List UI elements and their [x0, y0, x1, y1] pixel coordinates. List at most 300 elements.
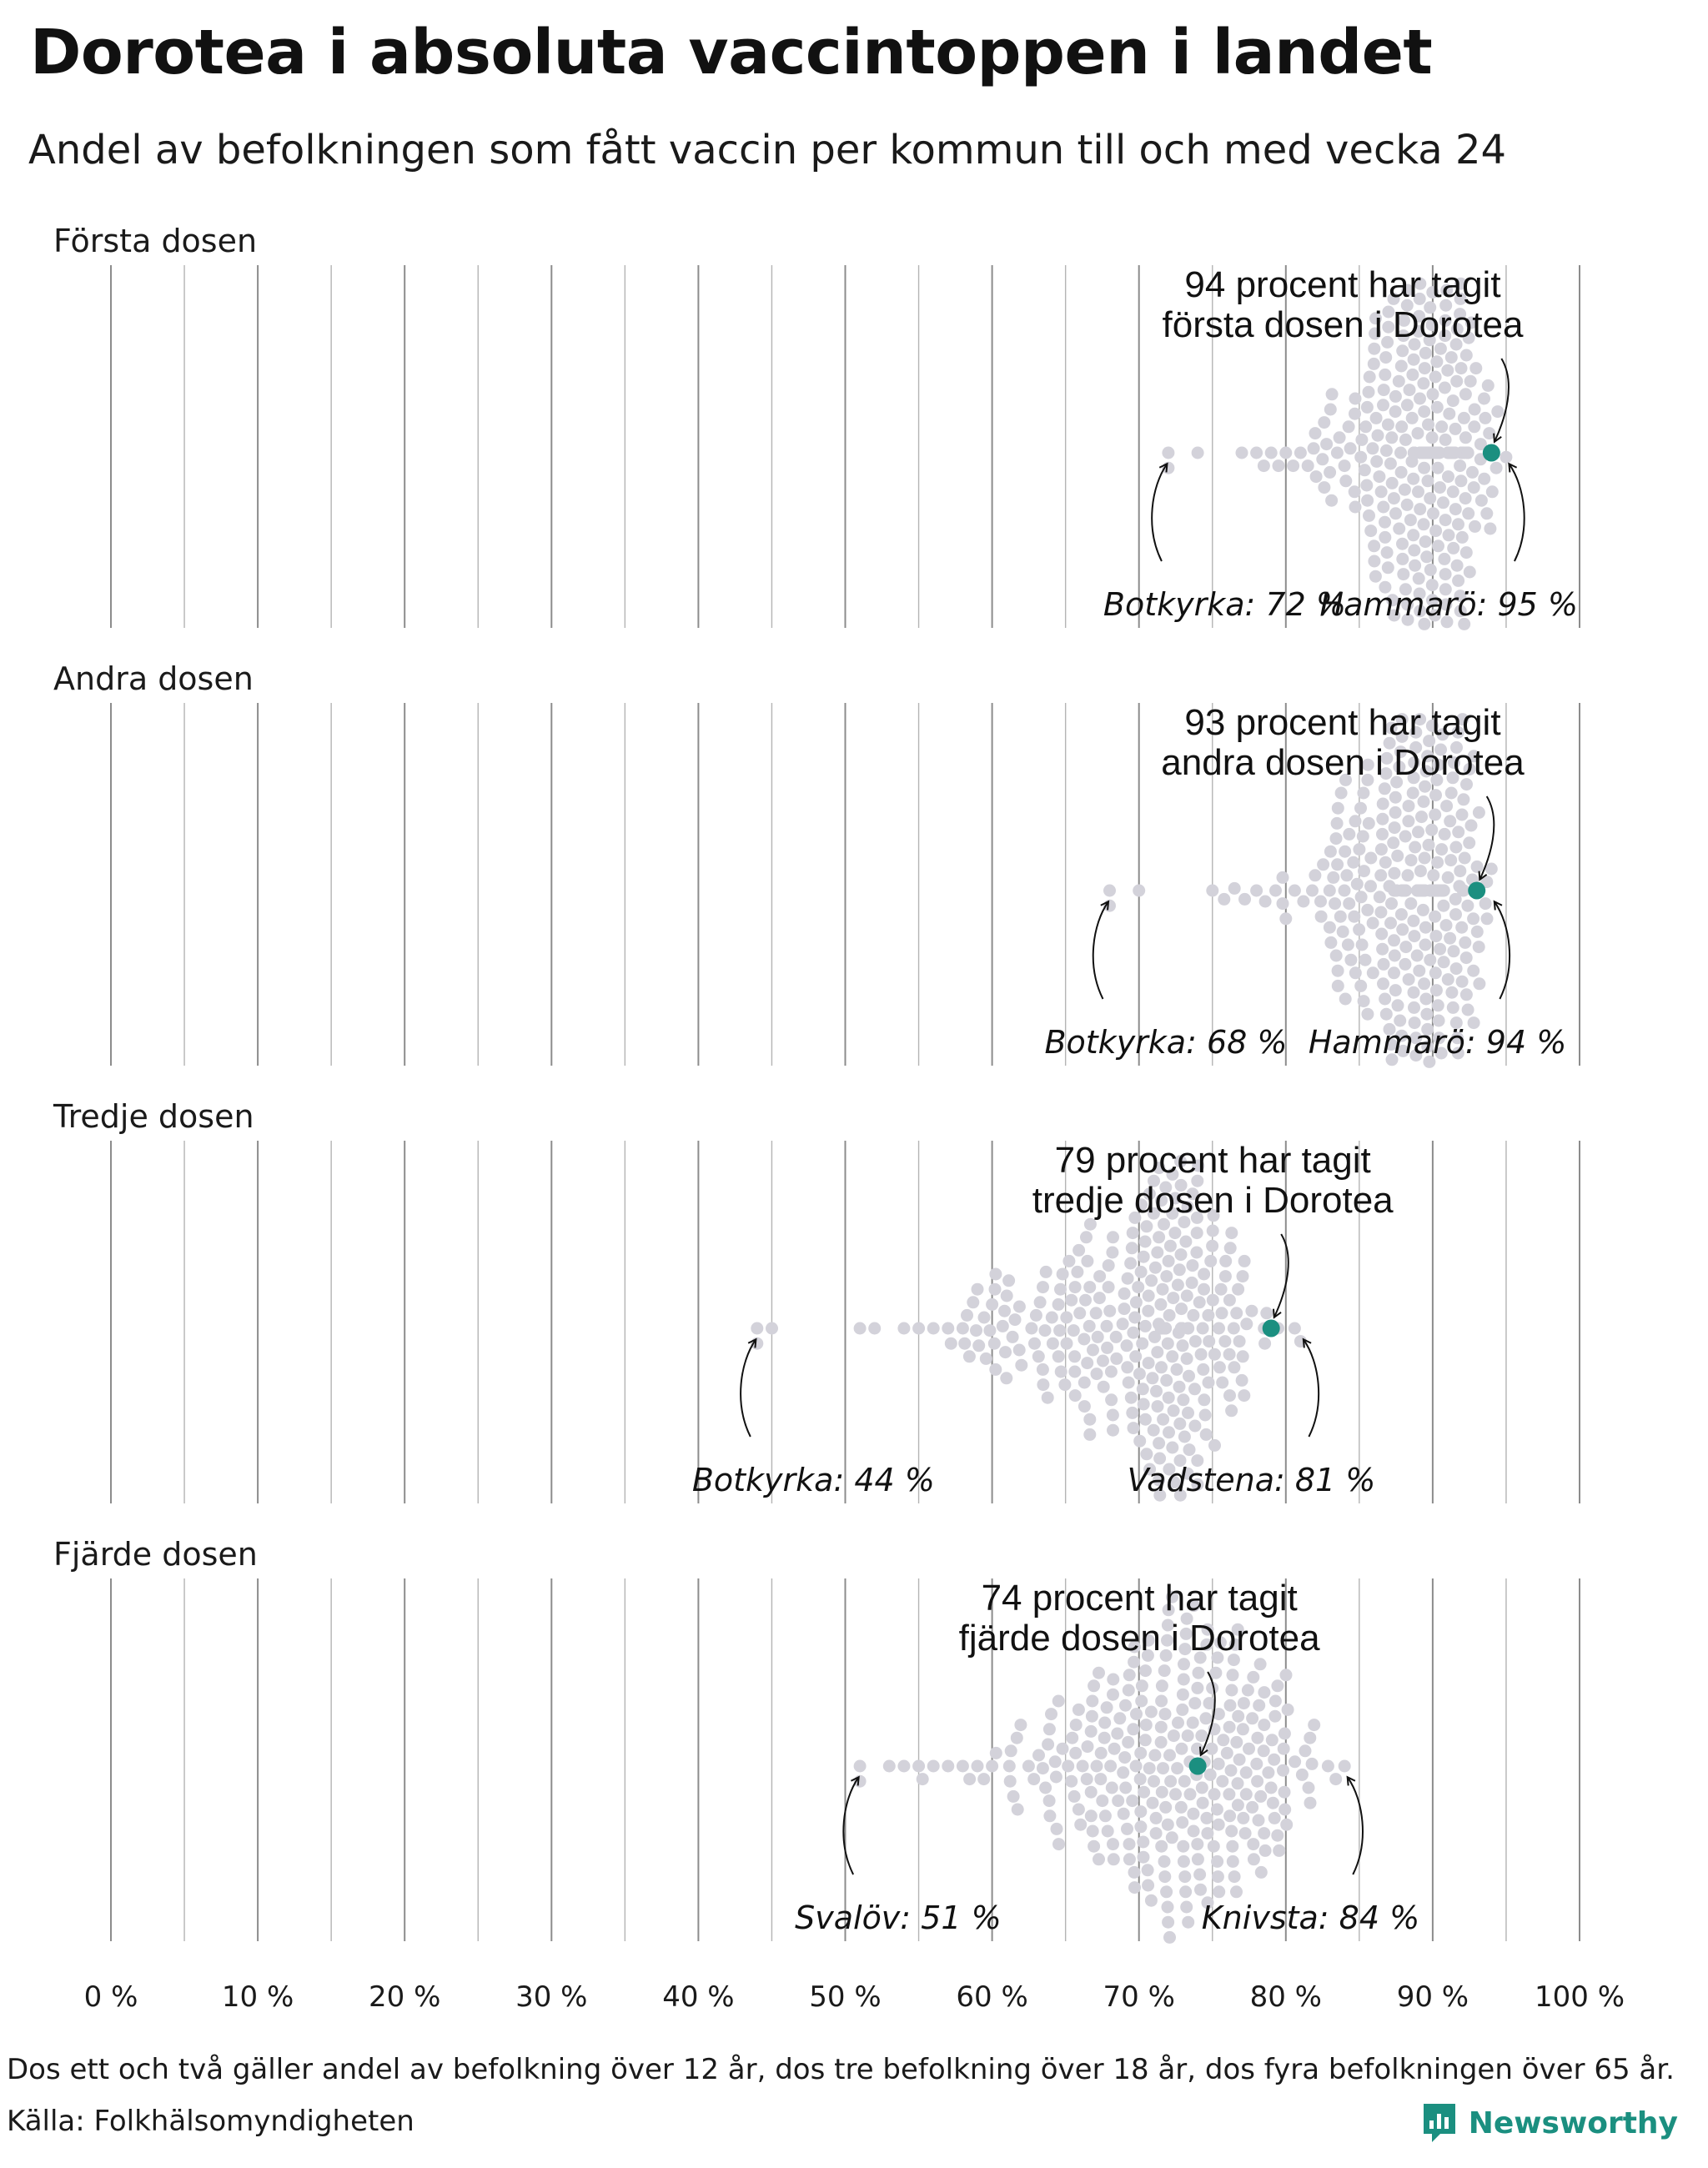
municipality-dot — [1238, 1255, 1251, 1267]
municipality-dot — [1112, 1794, 1124, 1807]
municipality-dot — [1424, 564, 1437, 576]
municipality-dot — [1097, 1355, 1109, 1368]
municipality-dot — [1329, 1773, 1342, 1785]
municipality-dot — [1406, 412, 1419, 424]
municipality-dot — [1344, 954, 1357, 966]
municipality-dot — [1183, 1370, 1195, 1383]
municipality-dot — [1055, 1366, 1068, 1378]
municipality-dot — [1098, 1717, 1111, 1729]
municipality-dot — [1395, 420, 1408, 433]
municipality-dot — [1149, 1262, 1162, 1274]
municipality-dot — [1093, 1667, 1105, 1679]
municipality-dot — [1081, 1255, 1093, 1267]
municipality-dot — [1480, 507, 1493, 519]
municipality-dot — [1460, 349, 1473, 362]
municipality-dot — [1138, 1251, 1150, 1263]
municipality-dot — [999, 1346, 1012, 1358]
municipality-dot — [917, 1773, 929, 1785]
municipality-dot — [1327, 871, 1339, 884]
municipality-dot — [1429, 911, 1441, 923]
municipality-dot — [1123, 1669, 1136, 1681]
municipality-dot — [1058, 1378, 1071, 1391]
panel-label: Fjärde dosen — [53, 1536, 258, 1573]
municipality-dot — [1469, 404, 1481, 416]
municipality-dot — [1399, 831, 1412, 843]
municipality-dot — [1389, 821, 1401, 834]
municipality-dot — [1429, 371, 1442, 384]
municipality-dot — [1389, 791, 1402, 804]
municipality-dot — [1173, 1418, 1186, 1430]
municipality-dot — [1178, 1855, 1190, 1868]
municipality-dot — [1361, 401, 1374, 414]
municipality-dot — [1462, 507, 1474, 519]
municipality-dot — [1364, 852, 1377, 865]
municipality-dot — [1163, 1931, 1176, 1944]
municipality-dot — [1126, 1794, 1138, 1807]
municipality-dot — [1178, 1658, 1190, 1670]
municipality-dot — [1188, 1825, 1200, 1838]
municipality-dot — [927, 1760, 940, 1773]
municipality-dot — [1225, 1825, 1238, 1838]
municipality-dot — [1432, 462, 1444, 474]
municipality-dot — [1206, 885, 1218, 897]
municipality-dot — [1000, 1372, 1012, 1384]
municipality-dot — [1358, 865, 1370, 877]
municipality-dot — [1468, 481, 1480, 494]
municipality-dot — [1435, 420, 1448, 433]
municipality-dot — [1500, 451, 1512, 464]
municipality-dot — [1237, 1350, 1249, 1363]
panel-1 — [53, 223, 1578, 630]
municipality-dot — [1248, 1853, 1260, 1865]
municipality-dot — [1334, 911, 1347, 923]
municipality-dot — [1271, 1829, 1284, 1842]
municipality-dot — [1182, 1322, 1194, 1335]
municipality-dot — [1361, 1008, 1374, 1021]
municipality-dot — [1414, 503, 1426, 515]
municipality-dot — [1324, 936, 1337, 949]
municipality-dot — [1094, 1773, 1107, 1785]
municipality-dot — [1318, 481, 1330, 494]
municipality-dot — [1442, 470, 1454, 483]
municipality-dot — [1088, 1840, 1100, 1853]
municipality-dot — [1401, 499, 1414, 511]
municipality-dot — [1258, 1719, 1270, 1731]
municipality-dot — [1157, 1283, 1169, 1296]
municipality-dot — [1140, 1448, 1153, 1460]
x-axis — [84, 1980, 1625, 2014]
municipality-dot — [1434, 943, 1446, 956]
municipality-dot — [1408, 354, 1420, 366]
municipality-dot — [1201, 1827, 1213, 1839]
municipality-dot — [1101, 1320, 1113, 1332]
municipality-dot — [927, 1322, 940, 1335]
municipality-dot — [1245, 1305, 1258, 1317]
municipality-dot — [1299, 1744, 1312, 1757]
municipality-dot — [1432, 539, 1444, 552]
municipality-dot — [1357, 831, 1369, 843]
municipality-dot — [1187, 1309, 1199, 1322]
municipality-dot — [1404, 897, 1417, 910]
municipality-dot — [1001, 1290, 1013, 1302]
municipality-dot — [1158, 1664, 1171, 1677]
municipality-dot — [1448, 945, 1460, 957]
municipality-dot — [1320, 438, 1333, 450]
municipality-dot — [1414, 865, 1427, 877]
municipality-dot — [1269, 1695, 1282, 1708]
municipality-dot — [1223, 1348, 1236, 1361]
municipality-dot — [1057, 1268, 1069, 1281]
municipality-dot — [1164, 1240, 1177, 1252]
municipality-dot — [1322, 1760, 1334, 1773]
municipality-dot — [1357, 787, 1369, 800]
municipality-dot — [1246, 1712, 1258, 1724]
municipality-dot — [1176, 1816, 1188, 1829]
municipality-dot — [1178, 1674, 1190, 1686]
municipality-dot — [1449, 841, 1462, 854]
municipality-dot — [1442, 871, 1454, 884]
municipality-dot — [1187, 1808, 1199, 1820]
brand-name: Newsworthy — [1468, 2105, 1678, 2140]
municipality-dot — [1230, 1885, 1243, 1898]
municipality-dot — [1403, 973, 1415, 986]
municipality-dot — [1408, 1001, 1420, 1014]
municipality-dot — [1316, 453, 1329, 465]
municipality-dot — [1130, 1708, 1143, 1720]
municipality-dot — [1377, 501, 1389, 514]
municipality-dot — [1150, 1827, 1163, 1839]
municipality-dot — [1379, 351, 1392, 364]
municipality-dot — [897, 1322, 910, 1335]
municipality-dot — [1330, 832, 1343, 845]
municipality-dot — [1334, 431, 1346, 444]
municipality-dot — [1491, 405, 1504, 418]
municipality-dot — [1478, 473, 1490, 485]
municipality-dot — [1074, 1819, 1087, 1831]
municipality-dot — [1193, 1296, 1206, 1308]
municipality-dot — [1414, 393, 1426, 405]
municipality-dot — [1143, 1290, 1155, 1302]
municipality-dot — [1412, 485, 1424, 498]
min-label: Botkyrka: 44 % — [691, 1462, 935, 1498]
municipality-dot — [1315, 911, 1328, 923]
x-tick-label: 100 % — [1534, 1980, 1625, 2014]
municipality-dot — [1204, 1769, 1217, 1781]
municipality-dot — [1348, 911, 1360, 923]
municipality-dot — [1412, 427, 1424, 439]
municipality-dot — [1042, 1739, 1054, 1751]
municipality-dot — [1199, 1409, 1212, 1422]
municipality-dot — [1168, 1404, 1180, 1417]
municipality-dot — [1326, 388, 1339, 400]
municipality-dot — [1455, 362, 1468, 374]
municipality-dot — [1073, 1307, 1086, 1319]
municipality-dot — [1418, 462, 1430, 474]
municipality-dot — [1251, 1732, 1263, 1744]
municipality-dot — [1462, 1004, 1474, 1016]
municipality-dot — [1043, 1723, 1056, 1735]
municipality-dot — [1045, 1708, 1057, 1720]
municipality-dot — [1447, 542, 1459, 555]
municipality-dot — [1009, 1313, 1022, 1326]
municipality-dot — [1088, 1679, 1100, 1692]
municipality-dot — [1379, 516, 1391, 529]
municipality-dot — [1182, 1729, 1194, 1742]
municipality-dot — [1250, 447, 1263, 459]
x-tick-label: 30 % — [515, 1980, 588, 2014]
municipality-dot — [1004, 1775, 1017, 1788]
municipality-dot — [1219, 1255, 1232, 1267]
municipality-dot — [1279, 912, 1292, 925]
max-label: Vadstena: 81 % — [1127, 1462, 1376, 1498]
municipality-dot — [1375, 928, 1388, 941]
municipality-dot — [1178, 1870, 1191, 1883]
municipality-dot — [1219, 1270, 1232, 1282]
municipality-dot — [1358, 995, 1370, 1007]
municipality-dot — [1449, 908, 1462, 921]
municipality-dot — [1052, 1350, 1065, 1363]
municipality-dot — [1382, 419, 1394, 431]
municipality-dot — [1449, 503, 1462, 515]
municipality-dot — [1118, 1751, 1131, 1764]
municipality-dot — [1133, 885, 1145, 897]
municipality-dot — [1054, 1283, 1067, 1296]
municipality-dot — [1073, 1804, 1085, 1816]
municipality-dot — [1104, 1760, 1117, 1773]
municipality-dot — [1028, 1337, 1041, 1350]
municipality-dot — [1471, 926, 1484, 938]
municipality-dot — [1223, 1788, 1235, 1800]
municipality-dot — [970, 1324, 982, 1337]
municipality-dot — [1258, 1744, 1270, 1757]
municipality-dot — [1473, 806, 1485, 819]
municipality-dot — [1236, 447, 1248, 459]
municipality-dot — [1085, 1725, 1098, 1738]
municipality-dot — [1429, 809, 1441, 821]
municipality-dot — [1136, 1679, 1148, 1692]
municipality-dot — [1310, 470, 1323, 483]
municipality-dot — [1253, 1699, 1265, 1712]
municipality-dot — [1391, 850, 1404, 862]
municipality-dot — [1160, 1270, 1173, 1282]
municipality-dot — [1068, 1350, 1081, 1363]
municipality-dot — [1419, 993, 1432, 1006]
municipality-dot — [1163, 1749, 1176, 1762]
municipality-dot — [1452, 826, 1464, 838]
municipality-dot — [1101, 1701, 1113, 1714]
highlight-label-line: första dosen i Dorotea — [1162, 304, 1524, 345]
municipality-dot — [1155, 1840, 1168, 1853]
municipality-dot — [1384, 458, 1397, 470]
municipality-dot — [1150, 1812, 1163, 1824]
municipality-dot — [1456, 976, 1469, 988]
municipality-dot — [1258, 1337, 1271, 1350]
municipality-dot — [1126, 1407, 1138, 1419]
municipality-dot — [1359, 420, 1372, 433]
municipality-dot — [1437, 496, 1449, 509]
municipality-dot — [1015, 1359, 1027, 1372]
municipality-dot — [1408, 545, 1420, 557]
municipality-dot — [1296, 1769, 1309, 1781]
municipality-dot — [1417, 904, 1429, 916]
municipality-dot — [1223, 1294, 1236, 1307]
municipality-dot — [1258, 1686, 1270, 1699]
municipality-dot — [1460, 546, 1473, 559]
municipality-dot — [1181, 1290, 1193, 1302]
municipality-dot — [1177, 1393, 1189, 1406]
municipality-dot — [1228, 882, 1241, 895]
municipality-dot — [1439, 434, 1452, 446]
municipality-dot — [1460, 988, 1473, 1001]
municipality-dot — [1253, 1814, 1265, 1827]
municipality-dot — [1212, 1870, 1224, 1883]
municipality-dot — [1040, 1266, 1052, 1278]
municipality-dot — [1325, 494, 1338, 507]
municipality-dot — [1191, 1682, 1203, 1694]
municipality-dot — [1452, 518, 1464, 530]
municipality-dot — [1439, 382, 1451, 394]
chart-subtitle: Andel av befolkningen som fått vaccin per kommun till och med vecka 24 — [28, 127, 1507, 173]
municipality-dot — [1349, 966, 1362, 979]
municipality-dot — [1177, 1840, 1189, 1853]
municipality-dot — [1107, 1424, 1119, 1437]
municipality-dot — [1083, 1413, 1096, 1426]
municipality-dot — [1130, 1760, 1143, 1773]
municipality-dot — [1426, 431, 1439, 444]
municipality-dot — [1191, 1227, 1203, 1239]
highlight-dot-dorotea — [1468, 882, 1485, 900]
municipality-dot — [1396, 344, 1409, 357]
municipality-dot — [1459, 492, 1472, 504]
municipality-dot — [1395, 360, 1408, 373]
municipality-dot — [1127, 1723, 1139, 1735]
municipality-dot — [1209, 1667, 1222, 1679]
municipality-dot — [1461, 900, 1474, 912]
municipality-dot — [1449, 423, 1462, 435]
municipality-dot — [1447, 485, 1459, 498]
municipality-dot — [997, 1320, 1009, 1332]
municipality-dot — [1130, 1296, 1143, 1308]
municipality-dot — [1078, 1400, 1091, 1413]
municipality-dot — [1271, 1679, 1284, 1692]
municipality-dot — [1213, 1819, 1225, 1831]
municipality-dot — [1384, 917, 1397, 930]
municipality-dot — [854, 1322, 867, 1335]
municipality-dot — [1216, 1307, 1228, 1319]
municipality-dot — [1339, 885, 1351, 897]
municipality-dot — [1422, 419, 1434, 431]
municipality-dot — [1317, 858, 1329, 871]
municipality-dot — [1339, 459, 1351, 472]
municipality-dot — [1123, 1853, 1136, 1865]
municipality-dot — [1435, 843, 1448, 856]
municipality-dot — [1255, 1866, 1268, 1879]
municipality-dot — [1466, 466, 1479, 479]
municipality-dot — [1418, 405, 1430, 418]
municipality-dot — [1404, 384, 1416, 396]
municipality-dot — [972, 1283, 984, 1296]
municipality-dot — [1037, 1281, 1049, 1293]
municipality-dot — [1250, 1758, 1263, 1770]
municipality-dot — [1175, 1248, 1188, 1261]
municipality-dot — [1101, 1342, 1113, 1354]
municipality-dot — [1213, 1758, 1225, 1770]
municipality-dot — [1376, 813, 1389, 826]
municipality-dot — [1211, 1855, 1223, 1868]
municipality-dot — [998, 1305, 1011, 1317]
municipality-dot — [1339, 1760, 1351, 1773]
municipality-dot — [1478, 393, 1490, 405]
municipality-dot — [912, 1322, 925, 1335]
municipality-dot — [1266, 1734, 1278, 1746]
municipality-dot — [1237, 1812, 1249, 1824]
municipality-dot — [1145, 1274, 1158, 1287]
municipality-dot — [1225, 1764, 1238, 1777]
municipality-dot — [1399, 885, 1412, 897]
municipality-dot — [1148, 1424, 1160, 1437]
municipality-dot — [1213, 1361, 1226, 1373]
municipality-dot — [1318, 416, 1330, 429]
municipality-dot — [1363, 386, 1375, 399]
max-arrow — [1348, 1778, 1363, 1874]
municipality-dot — [1238, 1389, 1250, 1402]
highlight-label-line: 74 procent har tagit — [981, 1578, 1298, 1618]
municipality-dot — [1423, 839, 1435, 851]
municipality-dot — [1239, 1827, 1252, 1839]
municipality-dot — [1007, 1331, 1019, 1343]
municipality-dot — [1445, 787, 1458, 800]
municipality-dot — [1376, 943, 1389, 956]
municipality-dot — [1427, 388, 1439, 400]
municipality-dot — [1103, 1305, 1116, 1317]
x-tick-label: 70 % — [1103, 1980, 1175, 2014]
municipality-dot — [1354, 451, 1367, 464]
municipality-dot — [1070, 1719, 1083, 1731]
municipality-dot — [1282, 1704, 1294, 1716]
panel-label: Andra dosen — [53, 660, 254, 697]
municipality-dot — [972, 1339, 985, 1352]
municipality-dot — [989, 1268, 1002, 1281]
municipality-dot — [1128, 1422, 1140, 1434]
municipality-dot — [1135, 1695, 1148, 1708]
municipality-dot — [1118, 1808, 1130, 1820]
municipality-dot — [988, 1337, 1001, 1350]
municipality-dot — [1146, 1372, 1158, 1384]
municipality-dot — [1142, 1879, 1154, 1892]
municipality-dot — [1268, 1754, 1280, 1766]
municipality-dot — [1032, 1749, 1045, 1762]
brand-logo — [1420, 2100, 1678, 2146]
municipality-dot — [1353, 923, 1365, 936]
municipality-dot — [1155, 1695, 1168, 1708]
municipality-dot — [1127, 1227, 1139, 1239]
municipality-dot — [1444, 854, 1457, 866]
municipality-dot — [1385, 431, 1398, 444]
municipality-dot — [1068, 1790, 1081, 1803]
municipality-dot — [1192, 1853, 1204, 1865]
municipality-dot — [1195, 1348, 1208, 1361]
municipality-dot — [1228, 1322, 1240, 1335]
municipality-dot — [1192, 447, 1204, 459]
municipality-dot — [1153, 1231, 1165, 1243]
municipality-dot — [1349, 393, 1362, 405]
municipality-dot — [1051, 1823, 1063, 1835]
max-label: Hammarö: 94 % — [1308, 1024, 1567, 1061]
municipality-dot — [1287, 459, 1299, 472]
municipality-dot — [989, 1283, 1002, 1296]
municipality-dot — [1479, 897, 1492, 910]
municipality-dot — [1440, 919, 1453, 931]
